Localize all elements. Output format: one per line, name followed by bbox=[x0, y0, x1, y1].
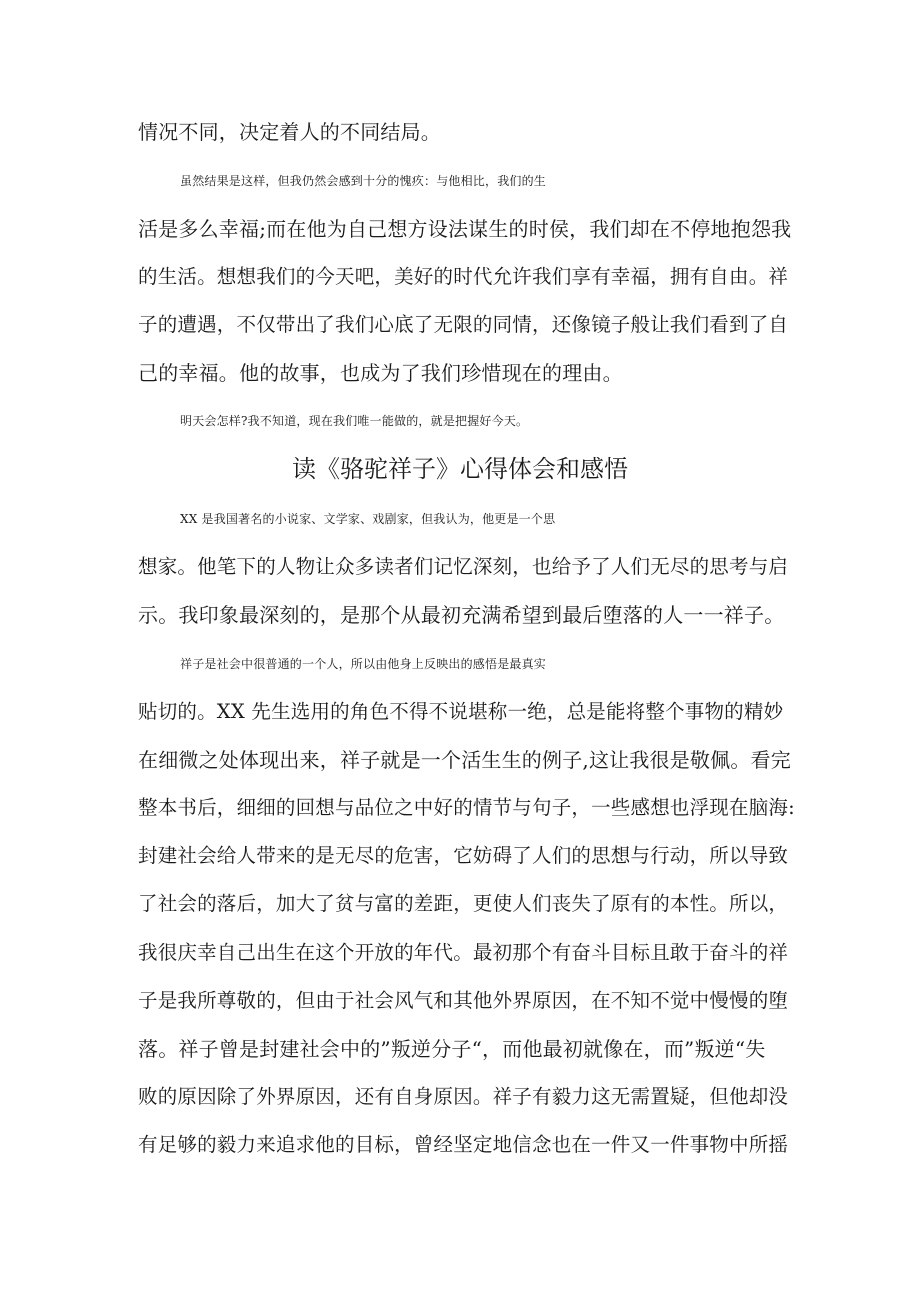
text-line: 在细微之处体现出来，祥子就是一个活生生的例子,这让我很是敬佩。看完 bbox=[138, 748, 791, 772]
text-line: XX 是我国著名的小说家、文学家、戏剧家，但我认为，他更是一个思 bbox=[180, 512, 556, 526]
text-line: 明天会怎样?我不知道，现在我们唯一能做的，就是把握好今天。 bbox=[180, 414, 529, 428]
text-line: 己的幸福。他的故事，也成为了我们珍惜现在的理由。 bbox=[138, 361, 623, 385]
text-line: 情况不同，决定着人的不同结局。 bbox=[138, 120, 441, 144]
text-line: 想家。他笔下的人物让众多读者们记忆深刻，也给予了人们无尽的思考与启 bbox=[138, 555, 789, 578]
text-line: 子的遭遇，不仅带出了我们心底了无限的同情，还像镜子般让我们看到了自 bbox=[138, 313, 789, 336]
text-line: 示。我印象最深刻的，是那个从最初充满希望到最后堕落的人一一祥子。 bbox=[138, 603, 785, 627]
text-line: 活是多么幸福;而在他为自己想方设法谋生的时侯，我们却在不停地抱怨我 bbox=[138, 217, 792, 241]
text-line: 子是我所尊敬的，但由于社会风气和其他外界原因，在不知不觉中慢慢的堕 bbox=[138, 989, 789, 1012]
text-line: 虽然结果是这样，但我仍然会感到十分的愧疚：与他相比，我们的生 bbox=[180, 174, 547, 188]
section-title: 读《骆驼祥子》心得体会和感悟 bbox=[292, 455, 628, 483]
text-line: 我很庆幸自己出生在这个开放的年代。最初那个有奋斗目标且敢于奋斗的祥 bbox=[138, 941, 789, 964]
text-line: 的生活。想想我们的今天吧，美好的时代允许我们享有幸福，拥有自由。祥 bbox=[138, 265, 789, 288]
text-line: 贴切的。XX 先生选用的角色不得不说堪称一绝，总是能将整个事物的精妙 bbox=[138, 700, 784, 723]
text-line: 整本书后，细细的回想与品位之中好的情节与句子，一些感想也浮现在脑海: bbox=[138, 796, 795, 819]
text-line: 败的原因除了外界原因，还有自身原因。祥子有毅力这无需置疑，但他却没 bbox=[138, 1085, 789, 1108]
text-line: 有足够的毅力来追求他的目标，曾经坚定地信念也在一件又一件事物中所摇 bbox=[138, 1133, 789, 1156]
text-line: 了社会的落后，加大了贫与富的差距，更使人们丧失了原有的本性。所以， bbox=[138, 892, 789, 915]
text-line: 落。祥子曾是封建社会中的”叛逆分子“，而他最初就像在，而”叛逆“失 bbox=[138, 1037, 766, 1061]
text-line: 祥子是社会中很普通的一个人，所以由他身上反映出的感悟是最真实 bbox=[180, 657, 547, 671]
text-line: 封建社会给人带来的是无尽的危害，它妨碍了人们的思想与行动，所以导致 bbox=[138, 844, 789, 867]
